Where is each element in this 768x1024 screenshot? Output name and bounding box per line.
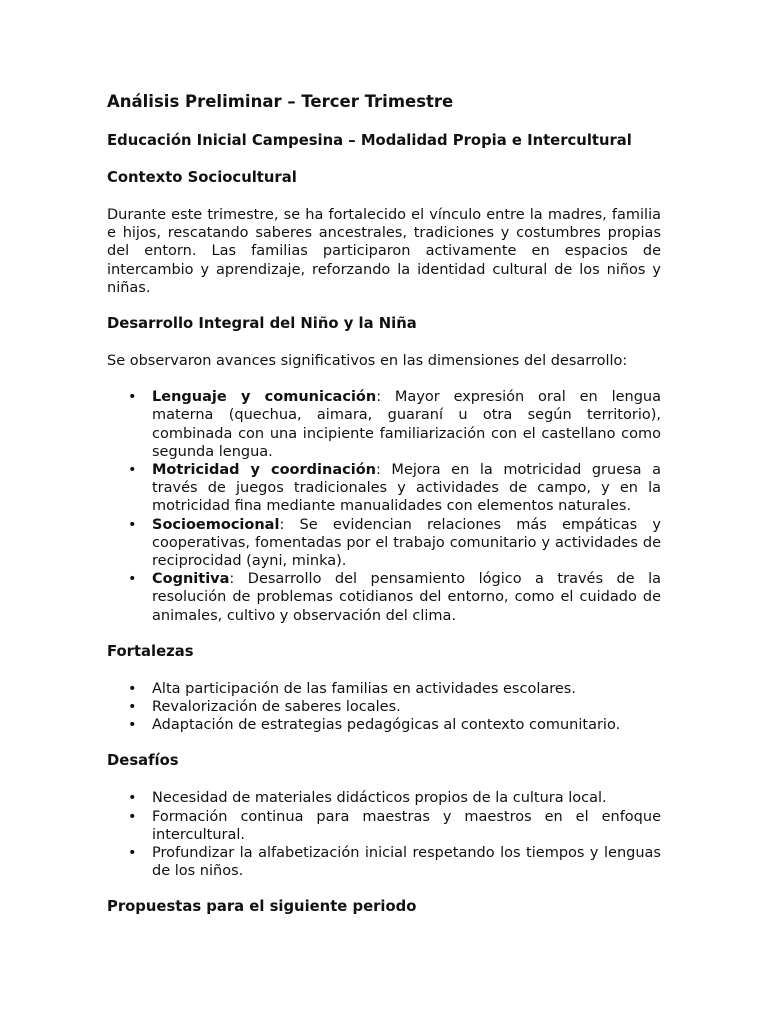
list-item bbox=[107, 680, 661, 698]
document-body bbox=[107, 92, 661, 935]
list-item-label: Lenguaje y comunicación bbox=[152, 389, 377, 406]
desarrollo-list bbox=[107, 388, 661, 625]
list-item-label: Socioemocional bbox=[152, 516, 280, 533]
list-item-text: : Mejora en la motricidad gruesa a través de juegos tradicionales y actividades de campo, y en la motricidad fina mediante manualidades con elementos naturales. bbox=[152, 462, 662, 515]
section-paragraph-contexto: Durante este trimestre, se ha fortalecido el vínculo entre la madres, familia e hijos, rescatando saberes ancestrales, tradiciones y costumbres propias del entorn. Las familias participaron activamente en espacios de intercambio y aprendizaje, reforzando la identidad cultural de los niños y niñas. bbox=[107, 207, 661, 296]
list-item bbox=[107, 698, 661, 716]
list-item-text: : Se evidencian relaciones más empáticas y cooperativas, fomentadas por el trabajo comunitario y actividades de reciprocidad (ayni, minka). bbox=[152, 516, 661, 570]
list-item-label: Motricidad y coordinación bbox=[152, 462, 376, 479]
bullet-icon: • bbox=[128, 699, 137, 716]
document-title: Análisis Preliminar – Tercer Trimestre bbox=[107, 92, 454, 111]
list-item-text: Necesidad de materiales didácticos propios de la cultura local. bbox=[152, 790, 607, 807]
bullet-icon: • bbox=[128, 790, 137, 807]
list-item bbox=[107, 844, 661, 880]
bullet-icon: • bbox=[128, 680, 137, 697]
section-heading-fortalezas: Fortalezas bbox=[107, 642, 194, 660]
bullet-icon: • bbox=[128, 462, 137, 479]
list-item-text: : Mayor expresión oral en lengua materna (quechua, aimara, guaraní u otra según territorio), combinada con una incipiente familiarización con el castellano como segunda lengua. bbox=[152, 389, 661, 460]
list-item bbox=[107, 570, 661, 625]
desafios-list bbox=[107, 789, 661, 880]
list-item-text: Formación continua para maestras y maestros en el enfoque intercultural. bbox=[152, 808, 661, 843]
list-item-text: Revalorización de saberes locales. bbox=[152, 699, 401, 716]
section-heading-desafios: Desafíos bbox=[107, 752, 179, 770]
section-heading-contexto: Contexto Sociocultural bbox=[107, 169, 297, 186]
bullet-icon: • bbox=[128, 516, 137, 533]
list-item bbox=[107, 808, 661, 844]
bullet-icon: • bbox=[128, 845, 137, 862]
bullet-icon: • bbox=[128, 389, 137, 406]
list-item-label: Cognitiva bbox=[152, 571, 230, 588]
bullet-icon: • bbox=[128, 717, 137, 734]
section-intro-desarrollo: Se observaron avances significativos en las dimensiones del desarrollo: bbox=[107, 353, 628, 370]
section-heading-propuestas: Propuestas para el siguiente periodo bbox=[107, 898, 417, 916]
list-item bbox=[107, 388, 661, 461]
list-item bbox=[107, 789, 661, 807]
section-heading-desarrollo: Desarrollo Integral del Niño y la Niña bbox=[107, 315, 417, 333]
list-item bbox=[107, 716, 661, 734]
bullet-icon: • bbox=[128, 808, 137, 825]
list-item bbox=[107, 516, 661, 571]
bullet-icon: • bbox=[128, 571, 137, 588]
list-item-text: Profundizar la alfabetización inicial respetando los tiempos y lenguas de los niños. bbox=[152, 845, 661, 880]
document-subtitle: Educación Inicial Campesina – Modalidad Propia e Intercultural bbox=[107, 132, 632, 149]
list-item-text: : Desarrollo del pensamiento lógico a través de la resolución de problemas cotidianos del entorno, como el cuidado de animales, cultivo y observación del clima. bbox=[152, 571, 661, 624]
list-item bbox=[107, 461, 661, 516]
list-item-text: Adaptación de estrategias pedagógicas al contexto comunitario. bbox=[152, 717, 621, 734]
list-item-text: Alta participación de las familias en actividades escolares. bbox=[152, 680, 576, 697]
fortalezas-list bbox=[107, 680, 661, 735]
